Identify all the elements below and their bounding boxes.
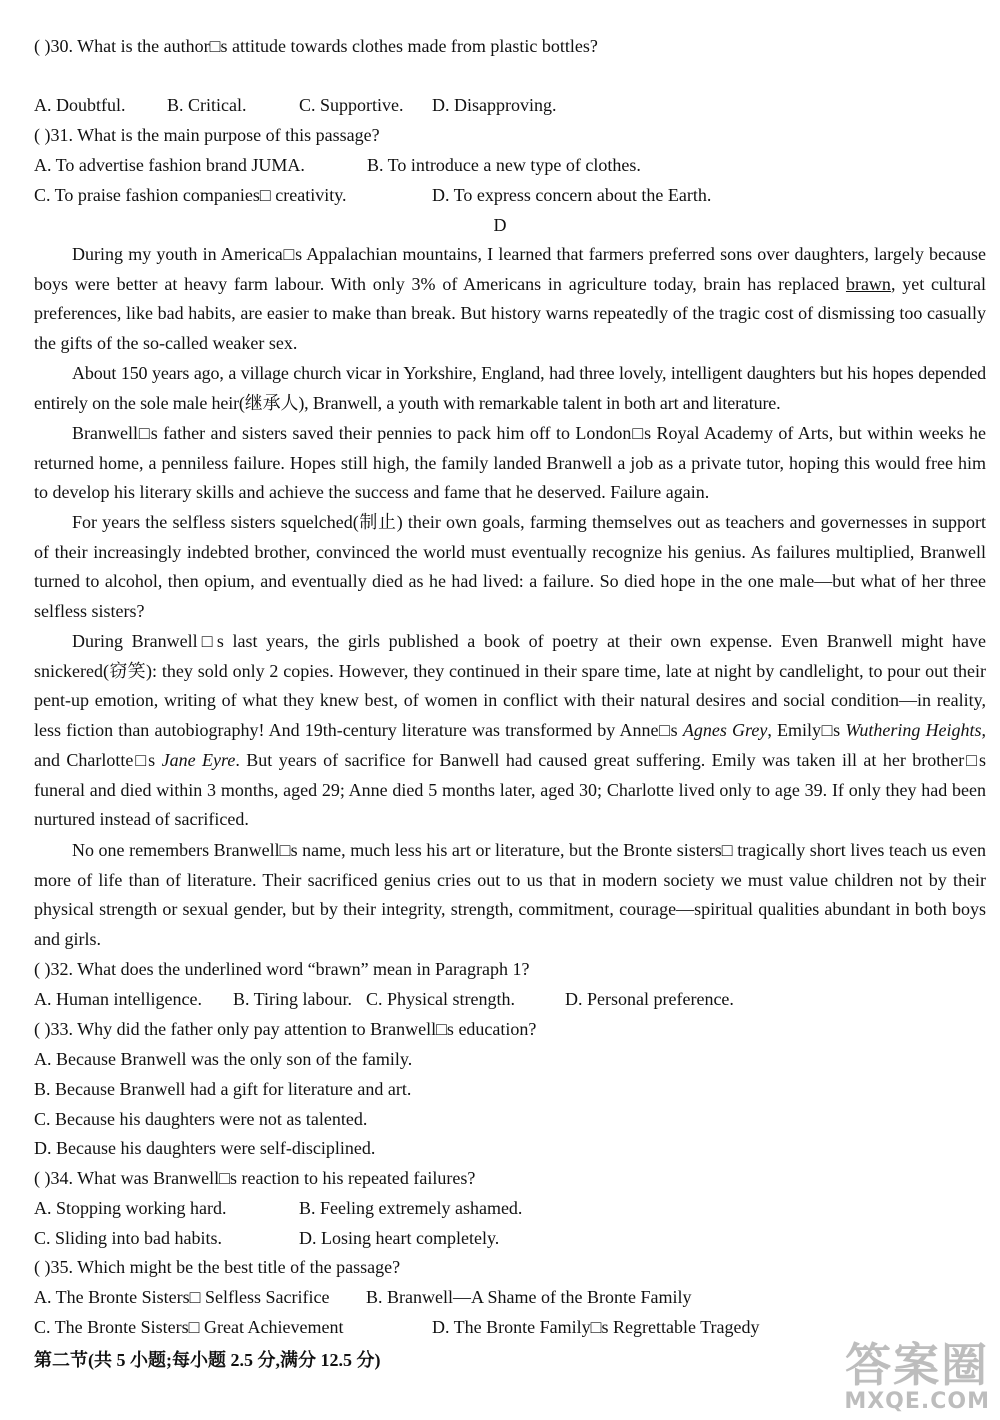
q34-option-a: A. Stopping working hard. <box>34 1198 227 1218</box>
q35-option-d: D. The Bronte Family□s Regrettable Tragedy <box>432 1317 760 1337</box>
q33-option-c: C. Because his daughters were not as talented. <box>34 1109 368 1129</box>
q34-option-d: D. Losing heart completely. <box>299 1228 500 1248</box>
q35-option-c: C. The Bronte Sisters□ Great Achievement <box>34 1317 344 1337</box>
question-31-stem: ( )31. What is the main purpose of this passage? <box>34 125 380 145</box>
q30-option-b: B. Critical. <box>167 95 247 115</box>
watermark-logo-text: 答案圈 <box>845 1338 990 1392</box>
q31-option-a: A. To advertise fashion brand JUMA. <box>34 155 305 175</box>
q34-option-b: B. Feeling extremely ashamed. <box>299 1198 523 1218</box>
q32-option-b: B. Tiring labour. <box>233 989 353 1009</box>
underlined-word-brawn: brawn <box>845 273 891 294</box>
q30-option-c: C. Supportive. <box>299 95 404 115</box>
q32-option-d: D. Personal preference. <box>565 989 734 1009</box>
q34-option-c: C. Sliding into bad habits. <box>34 1228 223 1248</box>
q33-option-b: B. Because Branwell had a gift for literature and art. <box>34 1079 412 1099</box>
passage-paragraph-2: About 150 years ago, a village church vicar in Yorkshire, England, had three lovely, intelligent daughters but his hopes depended entirely on the sole male heir(继承人), Branwell, a youth with remarkable talent in both art and literature. <box>34 363 986 413</box>
book-title-jane-eyre: Jane Eyre <box>161 749 236 770</box>
question-30-stem: ( )30. What is the author□s attitude towards clothes made from plastic bottles? <box>34 36 598 56</box>
q30-option-d: D. Disapproving. <box>432 95 557 115</box>
q33-option-a: A. Because Branwell was the only son of the family. <box>34 1049 413 1069</box>
passage-paragraph-3: Branwell□s father and sisters saved their pennies to pack him off to London□s Royal Academy of Arts, but within weeks he returned home, a penniless failure. Hopes still high, the family landed Branwell a job as a private tutor, hoping this would free him to develop his literary skills and achieve the success and fame that he deserved. Failure again. <box>34 423 986 503</box>
q31-option-b: B. To introduce a new type of clothes. <box>367 155 641 175</box>
q35-option-b: B. Branwell—A Shame of the Bronte Family <box>366 1287 692 1307</box>
q32-option-a: A. Human intelligence. <box>34 989 202 1009</box>
passage-section-label: D <box>493 215 507 235</box>
watermark-site-text: MXQE.COM <box>844 1389 990 1414</box>
book-title-agnes-grey: Agnes Grey <box>682 720 768 741</box>
passage-paragraph-4: For years the selfless sisters squelched(制止) their own goals, farming themselves out as teachers and governesses in support of their increasingly indebted brother, convinced the world must eventually recognize his genius. As failures multiplied, Branwell turned to alcohol, then opium, and eventually died as he had lived: a failure. So died hope in the one male—but what of her three selfless sisters? <box>34 512 986 622</box>
q33-option-d: D. Because his daughters were self-disciplined. <box>34 1138 376 1158</box>
passage-paragraph-1: During my youth in America□s Appalachian mountains, I learned that farmers preferred sons over daughters, largely because boys were better at heavy farm labour. With only 3% of Americans in agriculture today, brain has replaced brawn, yet cultural preferences, like bad habits, are easier to make than break. But history warns repeatedly of the tragic cost of dismissing too casually the gifts of the so-called weaker sex. <box>34 244 987 354</box>
section-2-heading: 第二节(共 5 小题;每小题 2.5 分,满分 12.5 分) <box>34 1350 381 1370</box>
passage-paragraph-6: No one remembers Branwell□s name, much less his art or literature, but the Bronte sisters□ tragically short lives teach us even more of life than of literature. Their sacrificed genius cries out to us that in modern society we must value children not by their physical strength or sexual gender, but by their integrity, strength, commitment, courage—spiritual qualities abundant in both boys and girls. <box>34 840 986 950</box>
q35-option-a: A. The Bronte Sisters□ Selfless Sacrifice <box>34 1287 330 1307</box>
question-34-stem: ( )34. What was Branwell□s reaction to his repeated failures? <box>34 1168 476 1188</box>
question-32-stem: ( )32. What does the underlined word “brawn” mean in Paragraph 1? <box>34 959 530 979</box>
q32-option-c: C. Physical strength. <box>366 989 515 1009</box>
question-33-stem: ( )33. Why did the father only pay attention to Branwell□s education? <box>34 1019 537 1039</box>
watermark-logo <box>844 1340 990 1414</box>
passage-paragraph-5: During Branwell□s last years, the girls published a book of poetry at their own expense. Even Branwell might have snickered(窃笑): they sold only 2 copies. However, they continued in their spare time, late at night by candlelight, to pour out their pent-up emotion, writing of what they knew best, of women in conflict with their natural desires and social condition—in reality, less fiction than autobiography! And 19th-century literature was transformed by Anne□s Agnes Grey, Emily□s Wuthering Heights, and Charlotte□s Jane Eyre. But years of sacrifice for Banwell had caused great suffering. Emily was taken ill at her brother□s funeral and died within 3 months, aged 29; Anne died 5 months later, aged 30; Charlotte lived only to age 39. If only they had been nurtured instead of sacrificed. <box>34 631 986 830</box>
book-title-wuthering-heights: Wuthering Heights <box>845 720 982 741</box>
question-35-stem: ( )35. Which might be the best title of the passage? <box>34 1257 401 1277</box>
q30-option-a: A. Doubtful. <box>34 95 126 115</box>
q31-option-c: C. To praise fashion companies□ creativity. <box>34 185 347 205</box>
q31-option-d: D. To express concern about the Earth. <box>432 185 712 205</box>
